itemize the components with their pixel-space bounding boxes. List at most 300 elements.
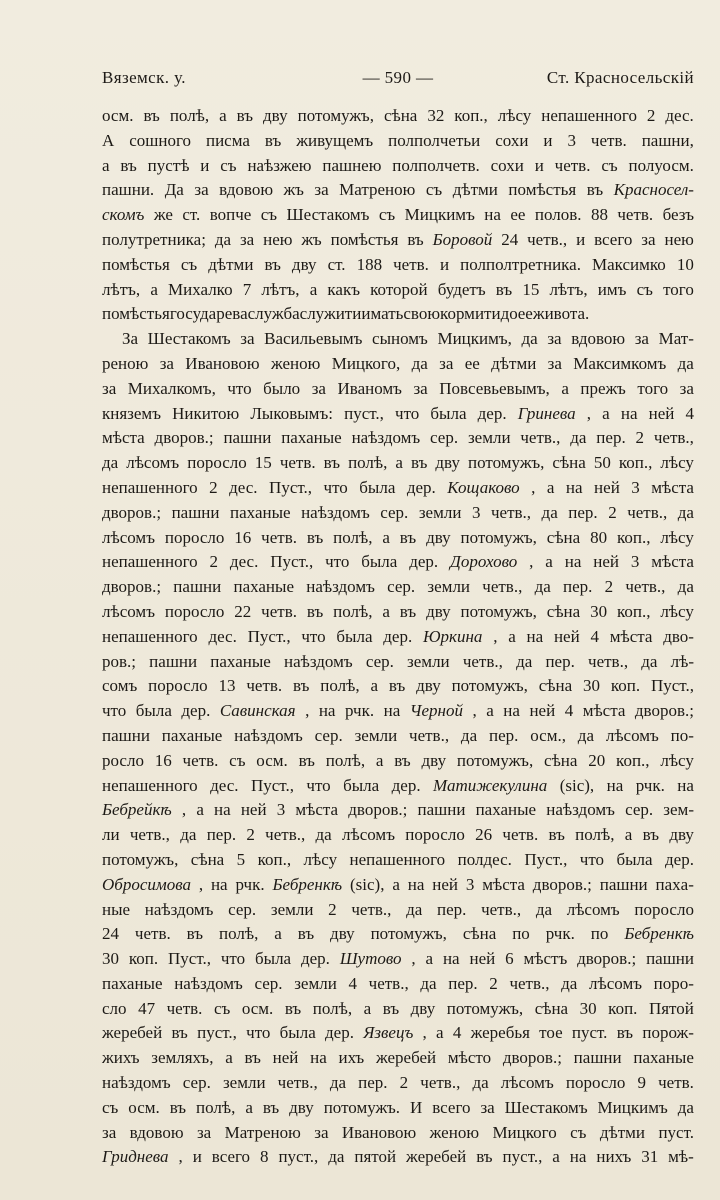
word: сер. xyxy=(387,577,416,597)
text-line xyxy=(102,1121,694,1146)
word: дер. xyxy=(300,949,330,969)
word: и xyxy=(576,229,586,249)
text-line xyxy=(102,377,694,402)
word: была xyxy=(135,701,172,721)
word: въ xyxy=(244,1048,261,1068)
word: да xyxy=(516,651,533,671)
word: за xyxy=(439,353,454,373)
word: что xyxy=(579,849,605,869)
word: наѣздомъ xyxy=(301,502,370,522)
word: была xyxy=(279,1023,316,1043)
word: а xyxy=(561,378,569,398)
text-line xyxy=(102,1021,694,1046)
word: потомужъ, xyxy=(297,106,374,125)
word: безъ xyxy=(662,205,694,225)
word: да xyxy=(180,825,197,845)
word: прежъ xyxy=(580,378,626,398)
word: непашенного xyxy=(102,626,198,646)
word: пер. xyxy=(488,725,519,745)
word: была xyxy=(430,403,467,423)
text-line xyxy=(102,922,694,947)
word: поросло xyxy=(187,453,247,473)
word: съ xyxy=(213,998,231,1018)
word: 4 xyxy=(590,626,599,646)
word: пашнею xyxy=(322,155,382,175)
word: 24 xyxy=(102,924,119,944)
text-line xyxy=(102,302,694,327)
word: а xyxy=(425,949,434,969)
word: ней xyxy=(594,477,620,497)
running-header xyxy=(102,60,694,94)
word: земли xyxy=(427,577,471,597)
word: да xyxy=(677,1097,694,1117)
word: и xyxy=(543,130,553,150)
word: въ xyxy=(586,180,604,200)
word: полѣ, xyxy=(348,453,388,473)
word: въ xyxy=(476,1147,493,1167)
word: пашни xyxy=(417,800,466,820)
word: дес. xyxy=(665,106,694,125)
text-line xyxy=(102,178,694,203)
word: а xyxy=(370,676,379,696)
word: сѣна xyxy=(462,924,497,944)
word: дѣтми xyxy=(599,1122,646,1142)
word: какъ xyxy=(327,279,360,299)
word: полов. xyxy=(534,205,582,225)
word: коп. xyxy=(128,949,159,969)
italic-word: Черной xyxy=(409,701,463,721)
word: сер. xyxy=(182,1073,211,1093)
word: лѣсомъ xyxy=(589,973,642,993)
word: а xyxy=(436,1023,444,1043)
word: да xyxy=(535,899,553,919)
word: на xyxy=(442,949,460,969)
word: земляхъ, xyxy=(151,1048,214,1068)
word: поросло xyxy=(164,527,225,547)
word: за xyxy=(240,329,255,349)
word: да xyxy=(521,329,538,349)
word: 4 xyxy=(452,1023,462,1043)
word: Михалкомъ, xyxy=(127,378,216,398)
word: лѣтъ, xyxy=(102,279,141,299)
word: поросло xyxy=(565,1073,626,1093)
word: въ xyxy=(407,229,424,249)
word: четв. xyxy=(246,676,283,696)
word: что xyxy=(323,477,348,497)
word: 47 xyxy=(138,998,156,1018)
word: ст. xyxy=(182,205,201,225)
word: пашни xyxy=(599,874,648,894)
word: земли xyxy=(294,973,337,993)
word: 30 xyxy=(102,949,119,969)
word: 30 xyxy=(590,601,608,621)
word: на xyxy=(484,205,501,225)
word: съ xyxy=(220,155,237,175)
word: осм., xyxy=(530,725,566,745)
word: въ xyxy=(642,825,660,845)
word: дес. xyxy=(229,477,258,497)
word: четв., xyxy=(481,899,522,919)
word: И xyxy=(410,1097,423,1117)
word: четв., xyxy=(462,651,503,671)
word: Мицкого xyxy=(492,1122,557,1142)
word: за xyxy=(196,1122,212,1142)
word: За xyxy=(122,329,139,349)
text-line xyxy=(102,526,694,551)
word: а xyxy=(382,527,390,547)
word: рчк. xyxy=(344,701,375,721)
word: да xyxy=(214,229,232,249)
word: а xyxy=(552,1147,560,1167)
word: кормити xyxy=(440,304,501,324)
word: 32 xyxy=(427,106,445,125)
text-line xyxy=(102,625,694,650)
text-line xyxy=(102,426,694,451)
text-line xyxy=(102,352,694,377)
word: мѣста xyxy=(609,626,653,646)
word: что xyxy=(220,949,246,969)
text-line xyxy=(102,203,694,228)
italic-word: Кощаково xyxy=(447,477,520,497)
word: въ xyxy=(323,453,341,473)
italic-word: Язвецъ xyxy=(363,1023,414,1043)
word: съ xyxy=(378,205,396,225)
word: за xyxy=(239,229,255,249)
word: дѣтми xyxy=(491,353,537,373)
word: да xyxy=(577,725,594,745)
word: сер. xyxy=(430,428,459,448)
word: мѣсто xyxy=(447,1048,492,1068)
word: 30 xyxy=(583,676,601,696)
word: мѣста xyxy=(295,800,339,820)
word: , xyxy=(472,701,477,721)
word: жеребья xyxy=(470,1023,530,1043)
text-line xyxy=(102,650,694,675)
word: въ xyxy=(306,527,324,547)
word: съ xyxy=(260,205,278,225)
word: порож- xyxy=(642,1023,694,1043)
word: пашни xyxy=(149,651,198,671)
word: А xyxy=(102,130,115,150)
word: дву xyxy=(291,254,317,274)
word: а xyxy=(245,1097,253,1117)
word: была xyxy=(336,626,373,646)
word: ее xyxy=(517,304,533,324)
word: пер. xyxy=(448,973,478,993)
word: дву xyxy=(416,676,441,696)
word: Пуст., xyxy=(247,626,291,646)
word: реною xyxy=(102,353,149,373)
word: земли xyxy=(222,1073,266,1093)
word: четв. xyxy=(554,155,591,175)
word: полуосм. xyxy=(628,155,694,175)
word: четв. xyxy=(166,998,203,1018)
word: на xyxy=(214,800,231,820)
word: по xyxy=(590,924,609,944)
word: Шестакомъ xyxy=(286,205,370,225)
word: дер. xyxy=(477,403,507,423)
word: за xyxy=(194,180,209,200)
word: 80 xyxy=(590,527,608,547)
word: была xyxy=(616,849,653,869)
word: въ xyxy=(399,601,417,621)
word: четв., xyxy=(653,428,694,448)
word: а xyxy=(225,1048,233,1068)
word: дер. xyxy=(391,775,421,795)
word: за xyxy=(159,353,174,373)
word: полѣ, xyxy=(325,750,366,770)
word: 2 xyxy=(399,1073,409,1093)
word: земли xyxy=(270,899,314,919)
body-text xyxy=(102,104,694,1170)
word: нихъ xyxy=(596,1147,632,1167)
word: четв. xyxy=(590,130,627,150)
word: что xyxy=(395,403,420,423)
word: 4 xyxy=(685,403,694,423)
word: за xyxy=(634,329,649,349)
header-district: Ст. Красносельскій xyxy=(546,68,694,87)
text-line xyxy=(102,154,694,179)
word: за xyxy=(547,329,562,349)
word: да xyxy=(561,973,578,993)
word: непашенного xyxy=(541,106,637,125)
word: , xyxy=(178,1147,183,1167)
word: 10 xyxy=(676,254,694,274)
text-line xyxy=(102,873,694,898)
word: паханые xyxy=(233,577,294,597)
word: въ xyxy=(262,1097,280,1117)
word: что xyxy=(227,378,252,398)
word: сѣна xyxy=(546,601,581,621)
word: помѣстья xyxy=(102,254,170,274)
text-line xyxy=(102,501,694,526)
word: лѣсомъ xyxy=(500,1073,554,1093)
text-line xyxy=(102,699,694,724)
word: Мицкимъ xyxy=(404,205,475,225)
word: наѣздомъ xyxy=(546,800,615,820)
word: а xyxy=(624,825,633,845)
italic-word: Дорохово xyxy=(450,552,518,572)
word: 26 xyxy=(475,825,493,845)
word: 9 xyxy=(637,1073,647,1093)
word: поросло xyxy=(148,676,208,696)
word: (sic), xyxy=(350,874,385,894)
word: коп., xyxy=(616,527,651,547)
text-line xyxy=(102,997,694,1022)
italic-word: Матижекулина xyxy=(433,775,548,795)
word: Максимко xyxy=(592,254,666,274)
word: а xyxy=(219,106,227,125)
word: сошного xyxy=(129,130,192,150)
word: лѣтъ, xyxy=(549,279,588,299)
word: непашенного xyxy=(102,477,198,497)
text-line xyxy=(102,228,694,253)
word: до xyxy=(500,304,518,324)
word: полѣ, xyxy=(218,924,259,944)
word: сохи xyxy=(490,155,524,175)
word: на xyxy=(503,701,520,721)
word: 22 xyxy=(234,601,252,621)
word: 3 xyxy=(567,130,576,150)
word: дворов.; xyxy=(577,949,637,969)
word: за xyxy=(480,1097,495,1117)
word: а xyxy=(546,477,555,497)
word: въ xyxy=(495,279,513,299)
word: вдовою xyxy=(219,180,274,200)
word: будетъ xyxy=(437,279,486,299)
word: дву xyxy=(330,924,355,944)
word: въ xyxy=(284,998,302,1018)
word: поросло xyxy=(405,825,465,845)
word: Пуст., xyxy=(250,775,294,795)
word: дер. xyxy=(665,849,694,869)
word: Мицкимъ, xyxy=(437,329,512,349)
word: четв., xyxy=(265,825,306,845)
word: Пуст., xyxy=(270,552,314,572)
word: по xyxy=(512,924,530,944)
word: 188 xyxy=(356,254,383,274)
word: а xyxy=(102,155,110,175)
word: полѣ, xyxy=(169,106,210,125)
word: же xyxy=(153,205,173,225)
text-line xyxy=(102,848,694,873)
word: земли xyxy=(418,502,462,522)
word: 24 xyxy=(501,229,519,249)
word: четв., xyxy=(351,899,392,919)
word: пер. xyxy=(436,899,467,919)
word: 31 xyxy=(641,1147,659,1167)
word: въ xyxy=(293,676,310,696)
word: дву xyxy=(410,998,436,1018)
word: , xyxy=(411,949,416,969)
word: осм. xyxy=(128,1097,160,1117)
word: въ xyxy=(616,1023,634,1043)
word: ней xyxy=(272,1048,299,1068)
word: что xyxy=(325,552,350,572)
word: росло xyxy=(102,750,144,770)
word: Матреною xyxy=(339,180,416,200)
word: Васильевымъ xyxy=(264,329,363,349)
word: пашни xyxy=(171,502,220,522)
word: наѣздомъ xyxy=(351,428,421,448)
word: пустѣ xyxy=(147,155,190,175)
word: на xyxy=(565,477,583,497)
text-line xyxy=(102,451,694,476)
word: четв., xyxy=(368,973,409,993)
word: , xyxy=(493,626,498,646)
word: Шестакомъ xyxy=(147,329,231,349)
word: , xyxy=(531,477,536,497)
word: дворов.; xyxy=(502,1048,562,1068)
word: потомужъ. xyxy=(323,1097,401,1117)
word: четв. xyxy=(658,1073,694,1093)
word: полѣ, xyxy=(320,676,360,696)
word: четв. xyxy=(261,527,297,547)
word: четв. xyxy=(393,254,429,274)
word: да xyxy=(472,1073,489,1093)
word: свою xyxy=(403,304,441,324)
word: Пятой xyxy=(648,998,694,1018)
word: а xyxy=(392,874,400,894)
word: а xyxy=(274,924,282,944)
word: а xyxy=(375,750,384,770)
word: дву xyxy=(421,750,447,770)
word: рчк. xyxy=(235,874,265,894)
word: полѣ, xyxy=(333,601,373,621)
word: дворов.; xyxy=(532,874,592,894)
word: поросло xyxy=(634,899,694,919)
word: пашни xyxy=(173,577,222,597)
word: 8 xyxy=(260,1147,269,1167)
word: 2 xyxy=(209,477,218,497)
word: паханые xyxy=(210,651,271,671)
word: лѣсомъ xyxy=(126,453,180,473)
word: живота. xyxy=(532,304,590,324)
word: да xyxy=(420,973,437,993)
word: пуст. xyxy=(658,1122,694,1142)
word: четв. xyxy=(279,453,316,473)
word: мѣстъ xyxy=(523,949,568,969)
word: да xyxy=(677,353,694,373)
word: наѣздомъ xyxy=(283,651,353,671)
word: Пуст., xyxy=(524,849,568,869)
word: четв. xyxy=(261,601,297,621)
word: за xyxy=(102,1122,117,1142)
word: поросло xyxy=(164,601,225,621)
word: съ xyxy=(425,180,443,200)
word: Повсевьевымъ, xyxy=(439,378,550,398)
word: Мат- xyxy=(658,329,694,349)
word: дву xyxy=(426,601,451,621)
word: на xyxy=(526,626,544,646)
word: ней xyxy=(593,552,619,572)
word: , xyxy=(305,701,310,721)
word: въ xyxy=(399,527,417,547)
word: была xyxy=(255,949,292,969)
word: 2 xyxy=(246,825,255,845)
word: 16 xyxy=(154,750,172,770)
word: потомужъ, xyxy=(460,527,537,547)
word: 7 xyxy=(242,279,252,299)
word: четв., xyxy=(409,725,450,745)
word: сер. xyxy=(314,725,343,745)
word: дву xyxy=(435,453,461,473)
word: полполчетв. xyxy=(392,155,480,175)
word: жеребей xyxy=(406,1147,467,1167)
word: непашенного xyxy=(349,849,446,869)
word: всего xyxy=(594,229,633,249)
word: дес. xyxy=(229,552,259,572)
word: лѣсомъ xyxy=(342,825,395,845)
word: пахa- xyxy=(655,874,694,894)
word: въ xyxy=(297,924,315,944)
word: четв. xyxy=(502,825,539,845)
word: четв., xyxy=(482,577,523,597)
word: а xyxy=(602,403,610,423)
word: ихъ xyxy=(338,1048,365,1068)
word: Пуст., xyxy=(168,949,211,969)
word: сер. xyxy=(254,973,283,993)
word: да xyxy=(102,453,119,473)
word: была xyxy=(359,477,396,497)
word: паханые xyxy=(475,800,537,820)
word: коп., xyxy=(616,750,650,770)
word: княземъ xyxy=(102,403,161,423)
word: за xyxy=(413,378,428,398)
word: Матреною xyxy=(224,1122,301,1142)
word: жъ xyxy=(283,180,304,200)
word: вопче xyxy=(209,205,252,225)
